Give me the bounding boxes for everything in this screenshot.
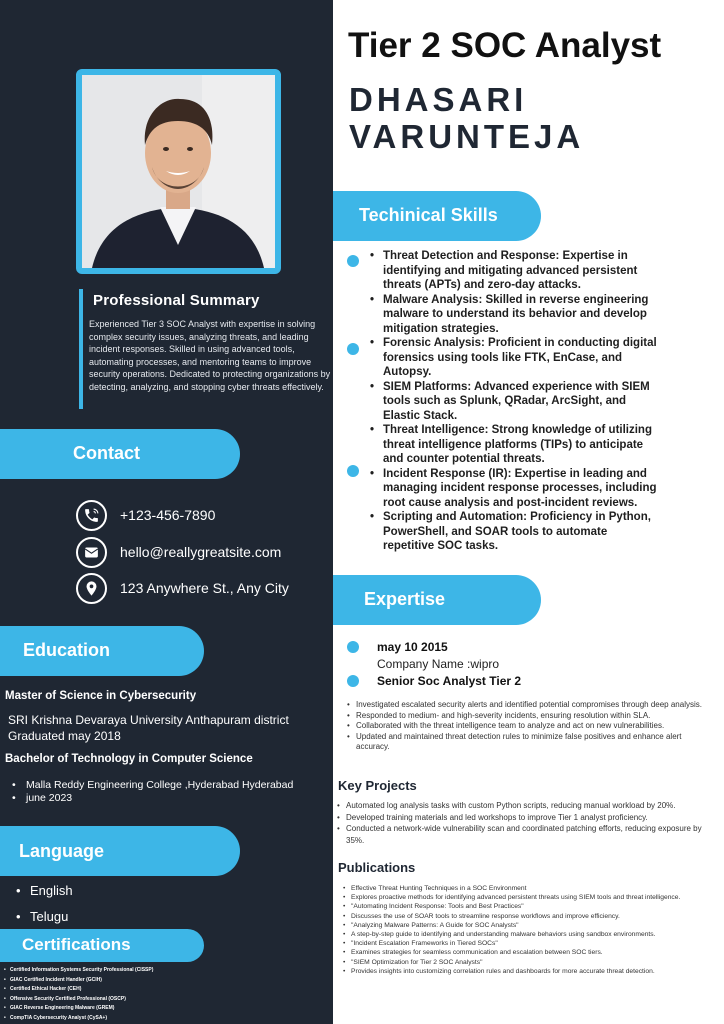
- list-item: • june 2023: [26, 792, 326, 805]
- list-item: • Conducted a network-wide vulnerability scan and coordinated patching efforts, reducing exposure by 35%.: [346, 823, 716, 846]
- skills-marker-dot: [347, 465, 359, 477]
- sidebar: [0, 0, 333, 1024]
- list-item: • Developed training materials and led workshops to improve Tier 1 analyst proficiency.: [346, 812, 716, 824]
- contact-address: 123 Anywhere St., Any City: [120, 580, 289, 596]
- list-item: • Automated log analysis tasks with custom Python scripts, reducing manual workload by 20%.: [346, 800, 716, 812]
- education-bachelor-degree: Bachelor of Technology in Computer Science: [5, 753, 253, 765]
- publications-heading: Publications: [338, 860, 416, 875]
- list-item: • Effective Threat Hunting Techniques in a SOC Environment: [351, 884, 681, 893]
- contact-email[interactable]: hello@reallygreatsite.com: [120, 544, 282, 560]
- contact-address-row: [76, 572, 289, 604]
- language-heading: Language: [0, 826, 240, 876]
- key-projects-list: [346, 800, 716, 846]
- profile-photo: [76, 69, 281, 274]
- envelope-icon: [76, 537, 107, 568]
- skills-list: [383, 249, 658, 554]
- list-item: • Certified Ethical Hacker (CEH): [10, 985, 153, 995]
- expertise-date: may 10 2015: [377, 640, 448, 654]
- list-item: • Provides insights into customizing correlation rules and dashboards for more accurate threat detection.: [351, 967, 681, 976]
- summary-accent-bar: [79, 289, 83, 409]
- list-item: • Certified Information Systems Security Professional (CISSP): [10, 966, 153, 976]
- list-item: • CompTIA Cybersecurity Analyst (CySA+): [10, 1014, 153, 1024]
- skills-marker-dot: [347, 255, 359, 267]
- publications-list: [351, 884, 681, 976]
- list-item: • A step-by-step guide to identifying and understanding malware behaviors using sandbox environments.: [351, 930, 681, 939]
- list-item: • English: [30, 883, 73, 909]
- list-item: • Incident Response (IR): Expertise in leading and managing incident response processes, including root cause analysis and post-incident reviews.: [383, 467, 658, 511]
- education-master-school: SRI Krishna Devaraya University Anthapuram district Graduated may 2018: [8, 713, 289, 743]
- skills-marker-dot: [347, 343, 359, 355]
- list-item: • "Incident Escalation Frameworks in Tiered SOCs": [351, 939, 681, 948]
- list-item: • Threat Detection and Response: Expertise in identifying and mitigating advanced persistent threats (APTs) and zero-day attacks.: [383, 249, 658, 293]
- expertise-marker-dot: [347, 675, 359, 687]
- list-item: • "SIEM Optimization for Tier 2 SOC Analysts": [351, 958, 681, 967]
- list-item: • SIEM Platforms: Advanced experience with SIEM tools such as Splunk, QRadar, ArcSight, and Elastic Stack.: [383, 380, 658, 424]
- location-pin-icon: [76, 573, 107, 604]
- list-item: • GIAC Certified Incident Handler (GCIH): [10, 976, 153, 986]
- list-item: • Responded to medium- and high-severity incidents, ensuring resolution within SLA.: [356, 711, 711, 722]
- list-item: • Forensic Analysis: Proficient in conducting digital forensics using tools like FTK, EnCase, and Autopsy.: [383, 336, 658, 380]
- expertise-list: [356, 700, 711, 753]
- job-title: Tier 2 SOC Analyst: [348, 26, 662, 65]
- expertise-marker-dot: [347, 641, 359, 653]
- list-item: • Updated and maintained threat detection rules to minimize false positives and enhance alert accuracy.: [356, 732, 711, 753]
- key-projects-heading: Key Projects: [338, 778, 417, 793]
- list-item: • Malware Analysis: Skilled in reverse engineering malware to understand its behavior and develop mitigation strategies.: [383, 293, 658, 337]
- contact-phone[interactable]: +123-456-7890: [120, 507, 216, 523]
- summary-text: Experienced Tier 3 SOC Analyst with expertise in solving complex security issues, analyzing threats, and leading incident responses. Skilled in using advanced tools, automating processes, and mentoring teams to improve security operations. Dedicated to protecting organizations by detecting, analyzing, and stopping cyber threats effectively.: [89, 319, 331, 392]
- contact-heading: Contact: [0, 429, 240, 479]
- summary-heading: Professional Summary: [93, 292, 260, 309]
- list-item: • "Analyzing Malware Patterns: A Guide for SOC Analysts": [351, 921, 681, 930]
- list-item: • Discusses the use of SOAR tools to streamline response workflows and improve efficiency.: [351, 912, 681, 921]
- person-photo-illustration: [82, 75, 275, 268]
- list-item: • GIAC Reverse Engineering Malware (GREM): [10, 1004, 153, 1014]
- list-item: • "Automating Incident Response: Tools and Best Practices": [351, 902, 681, 911]
- list-item: • Telugu: [30, 909, 73, 935]
- phone-icon: [76, 500, 107, 531]
- list-item: • Investigated escalated security alerts and identified potential compromises through deep analysis.: [356, 700, 711, 711]
- expertise-role: Senior Soc Analyst Tier 2: [377, 674, 522, 688]
- list-item: • Explores proactive methods for identifying advanced persistent threats using SIEM tools and threat intelligence.: [351, 893, 681, 902]
- name-last: VARUNTEJA: [349, 118, 585, 155]
- list-item: • Malla Reddy Engineering College ,Hyderabad Hyderabad: [26, 779, 326, 792]
- expertise-heading: Expertise: [333, 575, 541, 625]
- list-item: • Scripting and Automation: Proficiency in Python, PowerShell, and SOAR tools to automate repetitive SOC tasks.: [383, 510, 658, 554]
- list-item: • Offensive Security Certified Professional (OSCP): [10, 995, 153, 1005]
- contact-email-row: [76, 536, 281, 568]
- expertise-company: Company Name :wipro: [377, 657, 500, 671]
- contact-phone-row: [76, 499, 215, 531]
- skills-heading: Techinical Skills: [333, 191, 541, 241]
- education-heading: Education: [0, 626, 204, 676]
- education-bachelor-details: [26, 779, 326, 805]
- certifications-heading: Certifications: [0, 929, 204, 962]
- list-item: • Collaborated with the threat intelligence team to analyze and act on new vulnerabilities.: [356, 721, 711, 732]
- name-first: DHASARI: [349, 81, 528, 118]
- certifications-list: [10, 966, 153, 1023]
- list-item: • Threat Intelligence: Strong knowledge of utilizing threat intelligence platforms (TIPs) to anticipate and counter potential threats.: [383, 423, 658, 467]
- education-master-degree: Master of Science in Cybersecurity: [5, 690, 197, 702]
- list-item: • Examines strategies for seamless communication and escalation between SOC tiers.: [351, 948, 681, 957]
- language-list: [30, 883, 73, 935]
